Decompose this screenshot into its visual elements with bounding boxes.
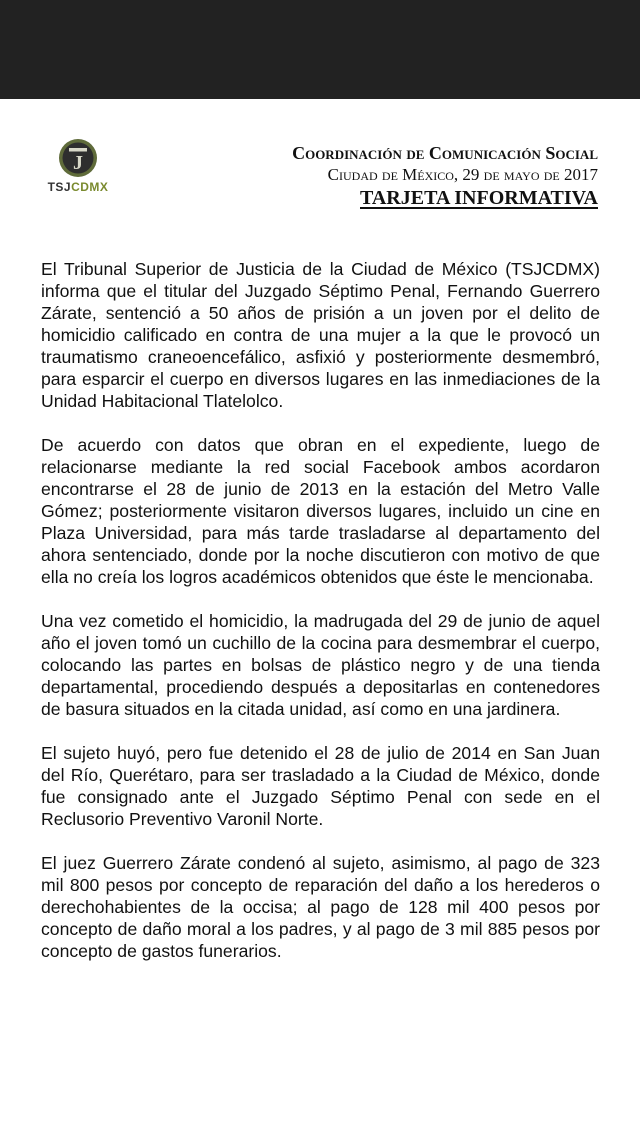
paragraph: El sujeto huyó, pero fue detenido el 28 de julio de 2014 en San Juan del Río, Querétaro, para ser trasladado a la Ciudad de México, donde fue consignado ante el Juzgado Séptimo Penal con sede en el Reclusorio Preventivo Varonil Norte. xyxy=(41,743,600,829)
status-bar xyxy=(0,0,640,99)
paragraph: El juez Guerrero Zárate condenó al sujeto, asimismo, al pago de 323 mil 800 pesos por concepto de reparación del daño a los herederos o derechohabientes de la occisa; al pago de 128 mil 400 pesos por concepto de daño moral a los padres, y al pago de 3 mil 885 pesos por concepto de gastos funerarios. xyxy=(41,853,600,961)
logo-text xyxy=(38,180,118,194)
document-title: TARJETA INFORMATIVA xyxy=(360,187,598,209)
paragraph: El Tribunal Superior de Justicia de la Ciudad de México (TSJCDMX) informa que el titular del Juzgado Séptimo Penal, Fernando Guerrero Zárate, sentenció a 50 años de prisión a un joven por el delito de homicidio calificado en contra de una mujer a la que le provocó un traumatismo craneoencefálico, asfixió y posteriormente desmembró, para esparcir el cuerpo en diversos lugares en las inmediaciones de la Unidad Habitacional Tlatelolco. xyxy=(41,259,600,411)
paragraph: Una vez cometido el homicidio, la madrugada del 29 de junio de aquel año el joven tomó un cuchillo de la cocina para desmembrar el cuerpo, colocando las partes en bolsas de plástico negro y de una tienda departamental, procediendo después a depositarlas en contenedores de basura situados en la citada unidad, así como en una jardinera. xyxy=(41,611,600,719)
logo-prefix: TSJ xyxy=(47,180,72,194)
document-body xyxy=(41,258,600,984)
emblem-letter: J xyxy=(73,152,83,174)
logo-accent: CDMX xyxy=(71,180,109,194)
place-date: Ciudad de México, 29 de mayo de 2017 xyxy=(327,165,598,184)
paragraph: De acuerdo con datos que obran en el expediente, luego de relacionarse mediante la red social Facebook ambos acordaron encontrarse el 28 de junio de 2013 en la estación del Metro Valle Gómez; posteriormente visitaron diversos lugares, incluido un cine en Plaza Universidad, para más tarde trasladarse al departamento del ahora sentenciado, donde por la noche discutieron con motivo de que ella no creía los logros académicos obtenidos que éste le mencionaba. xyxy=(41,435,600,587)
tsjcdmx-logo xyxy=(38,138,118,198)
emblem-icon xyxy=(58,138,98,178)
department-name: Coordinación de Comunicación Social xyxy=(292,143,598,163)
document-header xyxy=(292,142,598,210)
